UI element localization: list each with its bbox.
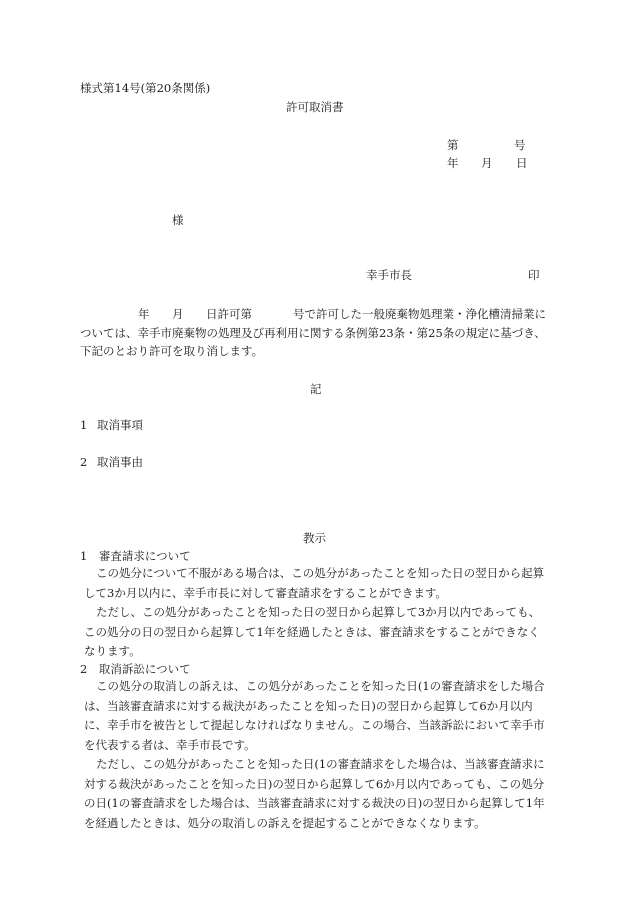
section2-p2-line1: ただし、この処分があったことを知った日(1の審査請求をした場合は、当該審査請求に: [96, 757, 545, 771]
section2-p2-line4: を経過したときは、処分の取消しの訴えを提起することができなくなります。: [84, 815, 486, 830]
item-1-number: 1: [80, 418, 88, 432]
section1-p1-line2: して3か月以内に、幸手市長に対して審査請求をすることができます。: [84, 585, 447, 600]
item-2-number: 2: [80, 455, 88, 469]
date-nen: 年: [447, 156, 459, 170]
section1-p2-line1: ただし、この処分があったことを知った日の翌日から起算して3か月以内であっても、: [96, 605, 541, 619]
section1-p2-line3: なります。: [84, 644, 141, 658]
section2-p1-line2: は、当該審査請求に対する裁決があったことを知った日)の翌日から起算して6か月以内: [84, 698, 533, 713]
body-line1-b: 号で許可した一般廃棄物処理業・浄化槽清掃業に: [293, 307, 546, 321]
date-tsuki: 月: [481, 156, 493, 170]
body-nen: 年: [138, 307, 150, 321]
ki-heading: 記: [310, 382, 322, 396]
section2-p1-line1: この処分の取消しの訴えは、この処分があったことを知った日(1の審査請求をした場合: [96, 679, 545, 693]
section2-paragraph2: [80, 755, 545, 833]
number-gou: 号: [514, 138, 526, 152]
body-tsuki: 月: [172, 307, 184, 321]
body-line2: ついては、幸手市廃棄物の処理及び再利用に関する条例第23条・第25条の規定に基づき、: [80, 326, 546, 340]
section1-paragraph1: [80, 564, 544, 603]
form-number: 様式第14号(第20条関係): [80, 81, 211, 95]
item-1-label: 取消事項: [97, 418, 143, 432]
section2-p1-line4: を代表する者は、幸手市長です。: [84, 737, 256, 752]
section2-p2-line2: 対する裁決があったことを知った日)の翌日から起算して6か月以内であっても、この処分: [84, 776, 545, 791]
issuer-name: 幸手市長: [366, 268, 412, 282]
section1-paragraph2: [80, 603, 540, 662]
date-hi: 日: [516, 156, 528, 170]
kyoji-title: 教示: [303, 531, 326, 545]
item-2-label: 取消事由: [97, 455, 143, 469]
section2-heading: 2 取消訴訟について: [80, 662, 191, 676]
section2-p1-line3: に、幸手市を被告として提起しなければなりません。この場合、当該訴訟において幸手市: [84, 718, 545, 732]
number-dai: 第: [447, 138, 459, 152]
body-line3: 下記のとおり許可を取り消します。: [80, 344, 264, 358]
document-title: 許可取消書: [286, 100, 344, 114]
section2-p2-line3: の日(1の審査請求をした場合は、当該審査請求に対する裁決の日)の翌日から起算して1年: [84, 796, 545, 810]
section1-p2-line2: この処分の日の翌日から起算して1年を経過したときは、審査請求をすることができなく: [84, 624, 540, 639]
issuer-seal: 印: [528, 268, 540, 282]
section1-heading: 1 審査請求について: [80, 549, 191, 563]
section1-p1-line1: この処分について不服がある場合は、この処分があったことを知った日の翌日から起算: [96, 566, 545, 580]
addressee-sama: 様: [172, 213, 184, 227]
section2-paragraph1: [80, 677, 545, 755]
body-line1-a: 日許可第: [206, 307, 252, 321]
